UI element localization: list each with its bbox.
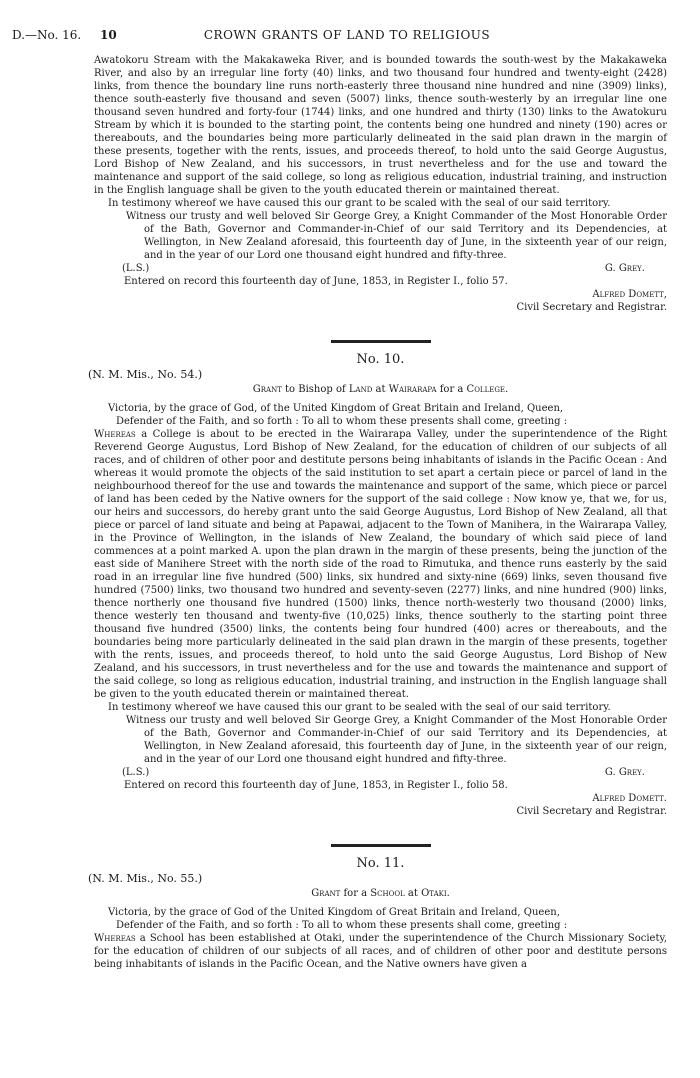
grant-number: No. 11. <box>356 856 405 871</box>
seal-mark: (L.S.) <box>122 767 150 778</box>
grant-paragraph-text: a College is about to be erected in the Wairarapa Valley, under the superintendence of the Right Reverend George Augustus, Lord Bishop of New Zealand, for the education of children of our subjects of all races, and of children of other poor and destitute persons being inhabitants of islands in the Pacific Ocean : And whereas it would promote the objects of the said institution to set apart a certain piece or parcel of land in the neighbourhood thereof for the use and towards the maintenance and support of the same, which piece or parcel of land has been ceded by the Native owners for the support of the said college : Now know ye, that we, for us, our heirs and successors, do hereby grant unto the said George Augustus, Lord Bishop of New Zealand, all that piece or parcel of land situate and being at Papawai, adjacent to the Town of Manihera, in the Wairarapa Valley, in the Province of Wellington, in the islands of New Zealand, the boundary of which said piece of land commences at a point marked A. upon the plan drawn in the margin of these presents, being the junction of the east side of Manihere Street with the north side of the road to Rimutuka, and thence runs easterly by the said road in an irregular line five hundred (500) links, six hundred and sixty-nine (669) links, seven thousand five hundred (7500) links, two thousand two hundred and seventy-seven (2277) links, and nine hundred (900) links, thence northerly one thousand five hundred (1500) links, thence north-westerly two thousand (2000) links, thence westerly ten thousand and twenty-five (10,025) links, thence southerly to the starting point three thousand five hundred (3500) links, the contents being four hundred (400) acres or thereabouts, and the boundaries being more particularly delineated in the said plan drawn in the margin of these presents, together with the rents, issues, and proceeds thereof, to hold unto the said George Augustus, Lord Bishop of New Zealand, and his successors, in trust nevertheless and for the use and towards the maintenance and support of the said college, so long as religious education, industrial training, and instruction in the English language shall be given to the youth educated therein or maintained thereat. <box>94 429 667 700</box>
grant-title <box>94 383 667 396</box>
title-land: Land <box>348 384 373 395</box>
page-number: 10 <box>100 28 117 42</box>
title-part: at <box>404 888 422 899</box>
whereas-word: Whereas <box>94 933 136 944</box>
page-header <box>12 28 682 46</box>
grant-opening-line: Victoria, by the grace of God, of the United Kingdom of Great Britain and Ireland, Queen, <box>108 403 564 414</box>
grant-opening-line: Victoria, by the grace of God of the United Kingdom of Great Britain and Ireland, Queen, <box>108 907 560 918</box>
grant-signatory-title: Civil Secretary and Registrar. <box>516 806 667 817</box>
grant-word: Grant <box>252 384 282 395</box>
grant-opening-continuation: Defender of the Faith, and so forth : To all to whom these presents shall come, greeting : <box>116 920 568 931</box>
whereas-word: Whereas <box>94 429 136 440</box>
continued-signatory-title: Civil Secretary and Registrar. <box>516 302 667 313</box>
grant-paragraph-text: a School has been established at Otaki, under the superintendence of the Church Missionary Society, for the education of children of our subjects of all races, and of children of other poor and destitute persons being inhabitants of islands in the Pacific Ocean, and the Native owners have given a <box>94 933 667 970</box>
grant-seal-row <box>94 766 667 779</box>
title-object: School <box>370 888 405 899</box>
title-object: College. <box>466 384 509 395</box>
governor-signature: G. Grey. <box>604 263 645 274</box>
section-divider <box>331 844 431 847</box>
grant-reference: (N. M. Mis., No. 55.) <box>88 872 203 885</box>
signatory-name: Alfred Domett, <box>592 289 667 300</box>
seal-mark: (L.S.) <box>122 263 150 274</box>
grant-paragraph <box>94 428 667 701</box>
document-reference: D.—No. 16. <box>12 28 82 42</box>
continued-seal-row <box>94 262 667 275</box>
grant-number: No. 10. <box>356 352 405 367</box>
governor-signature: G. Grey. <box>604 767 645 778</box>
signatory-name: Alfred Domett. <box>592 793 667 804</box>
running-title: CROWN GRANTS OF LAND TO RELIGIOUS <box>203 28 491 42</box>
title-part: for a <box>340 888 371 899</box>
title-part: at <box>372 384 389 395</box>
continued-signatory-name-line <box>94 288 667 301</box>
title-part: for a <box>436 384 467 395</box>
continued-testimony: In testimony whereof we have caused this our grant to be scaled with the seal of our said territory. <box>108 198 611 209</box>
continued-entered: Entered on record this fourteenth day of June, 1853, in Register I., folio 57. <box>124 276 508 287</box>
grant-word: Grant <box>311 888 341 899</box>
grant-paragraph <box>94 932 667 971</box>
continued-witness: Witness our trusty and well beloved Sir George Grey, a Knight Commander of the Most Honorable Order of the Bath, Governor and Commander-in-Chief of our said Territory and its Dependencies, at Wellington, in New Zealand aforesaid, this fourteenth day of June, in the sixteenth year of our reign, and in the year of our Lord one thousand eight hundred and fifty-three. <box>126 211 667 261</box>
grant-signatory-name-line <box>94 792 667 805</box>
section-divider <box>331 340 431 343</box>
grant-testimony: In testimony whereof we have caused this our grant to be sealed with the seal of our said territory. <box>108 702 611 713</box>
grant-entered: Entered on record this fourteenth day of June, 1853, in Register I., folio 58. <box>124 780 508 791</box>
title-part: to Bishop of <box>281 384 349 395</box>
grant-opening-continuation: Defender of the Faith, and so forth : To all to whom these presents shall come, greeting : <box>116 416 568 427</box>
grant-witness: Witness our trusty and well beloved Sir George Grey, a Knight Commander of the Most Honorable Order of the Bath, Governor and Commander-in-Chief of our said Territory and its Dependencies, at Wellington, in New Zealand aforesaid, this fourteenth day of June, in the sixteenth year of our reign, and in the year of our Lord one thousand eight hundred and fifty-three. <box>126 715 667 765</box>
continued-paragraph: Awatokoru Stream with the Makakaweka River, and is bounded towards the south-west by the Makakaweka River, and also by an irregular line forty (40) links, and two thousand four hundred and twenty-eight (2428) links, from thence the boundary line runs north-easterly three thousand nine hundred and nine (3909) links), thence south-easterly five thousand and seven (5007) links, thence south-westerly by an irregular line one thousand seven hundred and forty-four (1744) links, and one hundred and thirty (130) links to the Awatokuru Stream by which it is bounded to the starting point, the contents being one hundred and ninety (190) acres or thereabouts, and the boundaries being more particularly delineated in the said plan drawn in the margin of these presents, together with the rents, issues, and proceeds thereof, to hold unto the said George Augustus, Lord Bishop of New Zealand, and his successors, in trust nevertheless and for the use and toward the maintenance and support of the said college, so long as religious education, industrial training, and instruction in the English language shall be given to the youth educated therein or maintained thereat. <box>94 55 667 196</box>
title-place: Wairarapa <box>388 384 437 395</box>
document-body <box>88 54 667 971</box>
title-place: Otaki. <box>421 888 450 899</box>
grant-title <box>94 887 667 900</box>
grant-reference: (N. M. Mis., No. 54.) <box>88 368 203 381</box>
